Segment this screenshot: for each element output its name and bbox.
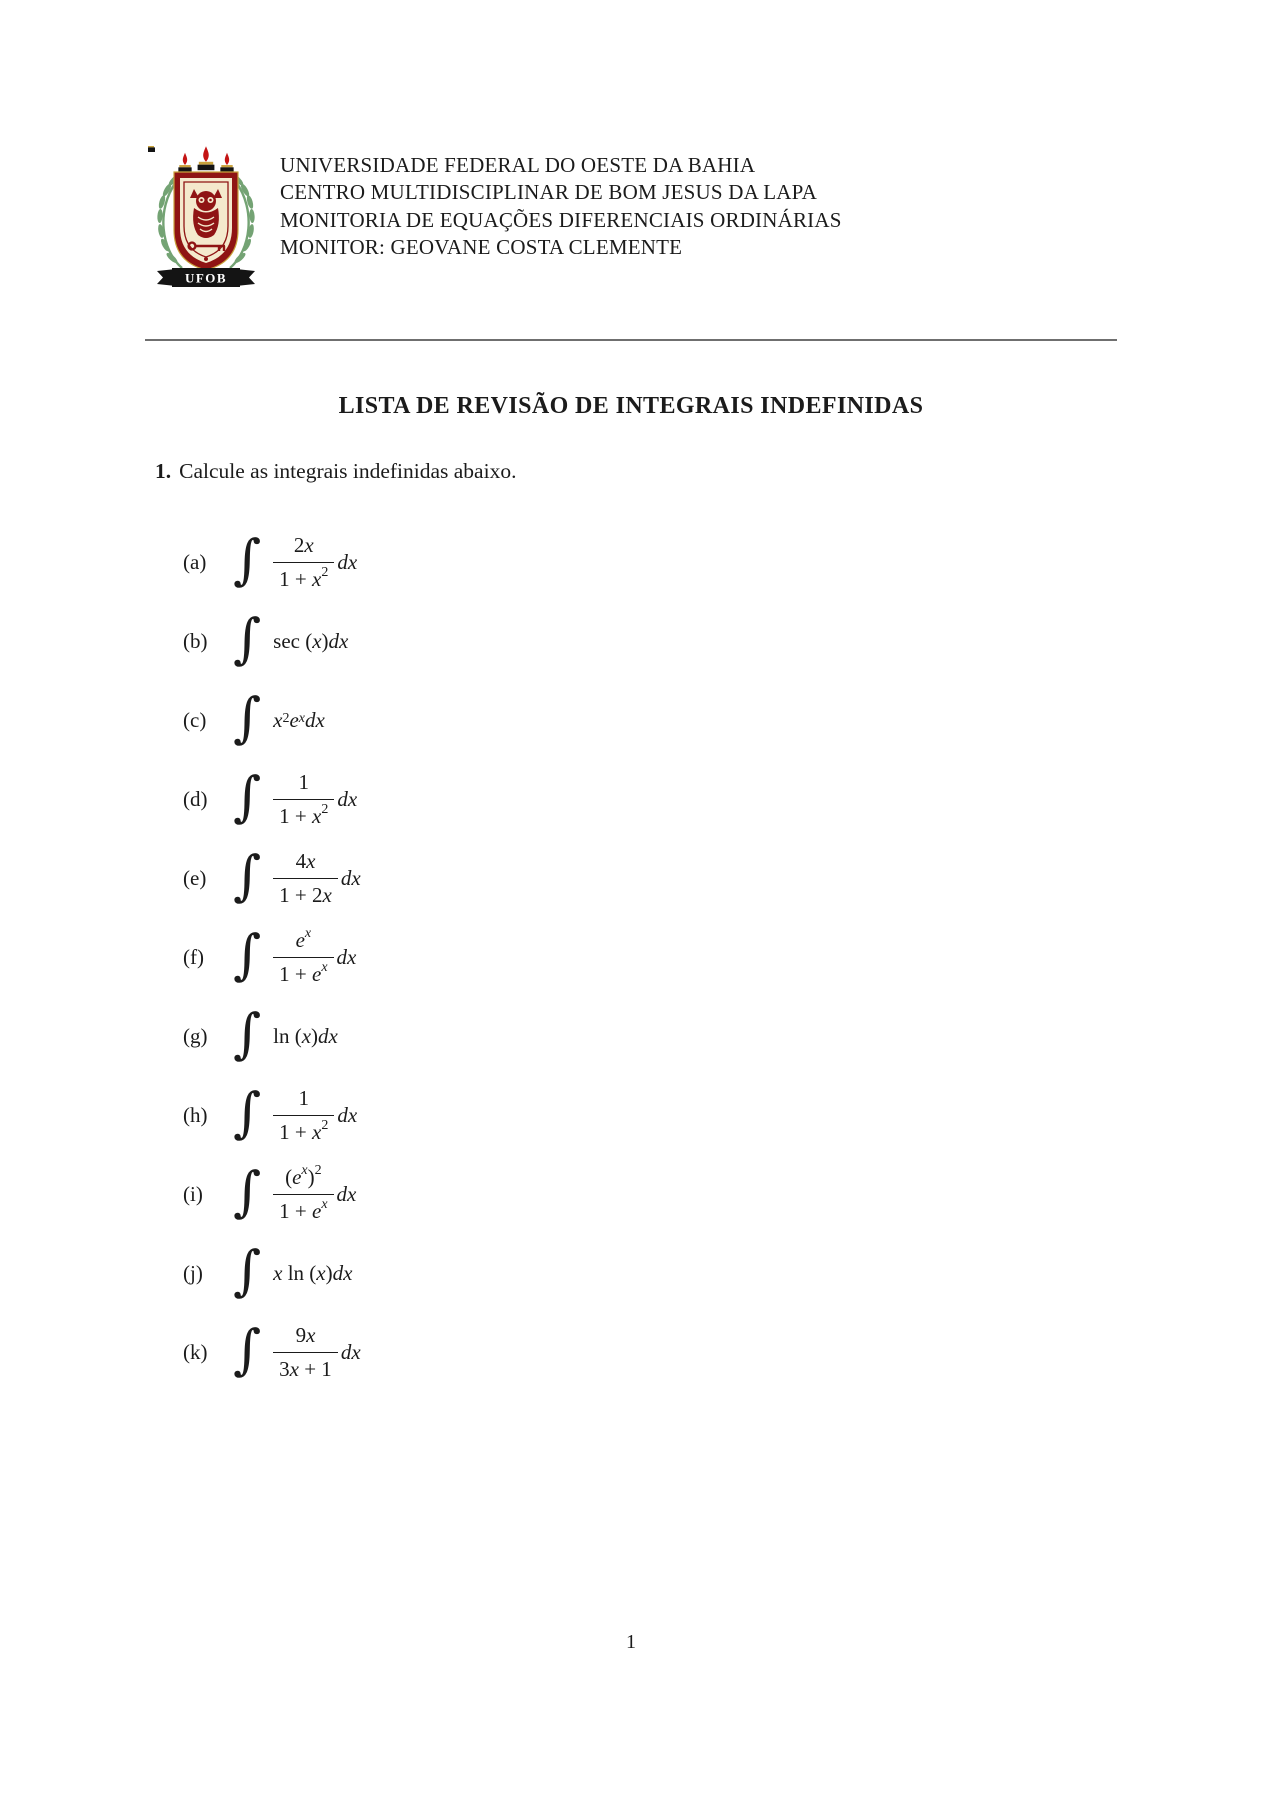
logo-acronym: UFOB <box>184 270 228 286</box>
math-token: 3 <box>279 1357 290 1381</box>
math-token: 1 + 2 <box>279 883 323 907</box>
math-token: 4 <box>295 849 307 873</box>
integrand <box>273 1323 361 1382</box>
math-token: + 1 <box>298 1357 332 1381</box>
page-number: 1 <box>626 1631 636 1653</box>
list-item <box>183 760 361 839</box>
item-label: (a) <box>183 550 207 574</box>
math-token: e <box>311 1199 322 1223</box>
fraction <box>273 770 334 829</box>
math-token: dx <box>340 1340 361 1364</box>
math-token: x <box>321 960 328 975</box>
integrand <box>273 1261 352 1286</box>
math-token: x <box>301 1024 312 1048</box>
item-label: (f) <box>183 945 204 969</box>
ufob-banner <box>157 268 255 287</box>
math-token: ) <box>307 1165 315 1189</box>
fraction <box>273 1165 333 1224</box>
fraction <box>273 1323 338 1382</box>
math-token: 1 <box>298 770 309 794</box>
math-token: e <box>292 1165 302 1189</box>
math-token: dx <box>340 866 361 890</box>
integral-list <box>183 523 361 1392</box>
integrand: x $^2$ e $^x$ dx <box>273 708 325 732</box>
math-token: dx <box>336 1182 357 1206</box>
fraction <box>273 928 333 987</box>
integrand <box>273 533 357 592</box>
math-token: x <box>306 849 316 873</box>
math-token: 1 + <box>279 567 312 591</box>
list-item <box>183 681 361 760</box>
math-token: x <box>289 1357 299 1381</box>
math-token: 2 <box>314 1163 322 1178</box>
math-token: x <box>301 1163 308 1178</box>
question-number: 1. <box>155 459 172 483</box>
math-token: dx <box>332 1261 353 1285</box>
item-label: (b) <box>183 629 208 653</box>
horizontal-rule <box>145 339 1117 341</box>
integral-sign: ∫ <box>233 1317 262 1381</box>
list-item <box>183 918 361 997</box>
integral-sign: ∫ <box>233 1159 262 1223</box>
item-label: (i) <box>183 1182 203 1206</box>
institution-line-university: UNIVERSIDADE FEDERAL DO OESTE DA BAHIA <box>280 153 756 177</box>
integrand <box>273 1165 356 1224</box>
integrand <box>273 629 348 654</box>
math-token: x <box>311 1120 322 1144</box>
math-token: x <box>312 629 322 653</box>
math-token: 2 <box>293 533 305 557</box>
page-title: LISTA DE REVISÃO DE INTEGRAIS INDEFINIDAS <box>338 393 924 419</box>
math-token: dx <box>337 550 358 574</box>
list-item <box>183 1313 361 1392</box>
integral-sign: ∫ <box>233 1001 262 1065</box>
integrand <box>273 1024 338 1049</box>
item-label: (k) <box>183 1340 208 1364</box>
math-token: 2 <box>321 1118 329 1133</box>
institution-block <box>280 152 842 262</box>
math-token: x <box>304 926 312 941</box>
list-item <box>183 1076 361 1155</box>
integrand <box>273 770 357 829</box>
question-text: Calcule as integrais indefinidas abaixo. <box>179 459 517 483</box>
math-token: 1 <box>298 1086 309 1110</box>
math-token: ( <box>285 1165 293 1189</box>
math-token: e <box>289 708 299 732</box>
math-token: x <box>273 708 283 732</box>
math-token: x <box>322 883 332 907</box>
math-token: x <box>311 804 322 828</box>
shield-ornament <box>204 257 208 261</box>
list-item <box>183 997 361 1076</box>
integrand <box>273 928 356 987</box>
math-token: x <box>311 567 322 591</box>
math-token: 1 + <box>279 804 312 828</box>
integral-sign: ∫ <box>233 922 262 986</box>
list-item <box>183 1234 361 1313</box>
math-token: 1 + <box>279 1120 312 1144</box>
institution-line-monitor: MONITOR: GEOVANE COSTA CLEMENTE <box>280 235 683 260</box>
math-token: dx <box>336 945 357 969</box>
integral-sign: ∫ <box>233 685 262 749</box>
math-token: dx <box>305 708 325 732</box>
list-item <box>183 523 361 602</box>
institution-line-monitoria: MONITORIA DE EQUAÇÕES DIFERENCIAIS ORDINÁRIAS <box>280 207 842 232</box>
integral-sign: ∫ <box>233 606 262 670</box>
institution-line-center: CENTRO MULTIDISCIPLINAR DE BOM JESUS DA LAPA <box>280 180 817 205</box>
math-token: e <box>295 928 305 952</box>
math-token: e <box>311 962 322 986</box>
math-token: x <box>304 533 314 557</box>
math-token: ) <box>321 629 329 653</box>
list-item <box>183 602 361 681</box>
math-token: dx <box>318 1024 338 1048</box>
math-token: 1 + <box>279 962 312 986</box>
math-token: 2 <box>321 565 329 580</box>
item-label: (e) <box>183 866 207 890</box>
item-label: (g) <box>183 1024 208 1048</box>
integrand <box>273 1086 357 1145</box>
math-token: dx <box>337 1103 358 1127</box>
math-token: x <box>273 1261 283 1285</box>
fraction <box>273 533 334 592</box>
math-token: x <box>316 1261 326 1285</box>
math-token: 1 + <box>279 1199 312 1223</box>
math-token: dx <box>337 787 358 811</box>
item-label: (d) <box>183 787 208 811</box>
math-token: dx <box>328 629 349 653</box>
fraction <box>273 849 338 908</box>
integral-sign: ∫ <box>233 764 262 828</box>
item-label: (c) <box>183 708 207 732</box>
math-token: sec ( <box>273 629 313 653</box>
math-token: ) <box>311 1024 319 1048</box>
math-token: 9 <box>295 1323 307 1347</box>
integral-sign: ∫ <box>233 527 262 591</box>
math-token: ln ( <box>273 1024 302 1048</box>
integral-sign: ∫ <box>233 1080 262 1144</box>
math-token: 2 <box>321 802 329 817</box>
fraction <box>273 1086 334 1145</box>
item-label: (j) <box>183 1261 203 1285</box>
integral-sign: ∫ <box>233 1238 262 1302</box>
math-token: x <box>306 1323 316 1347</box>
list-item <box>183 1155 361 1234</box>
ufob-logo <box>148 146 264 288</box>
math-token: ) <box>325 1261 333 1285</box>
list-item <box>183 839 361 918</box>
item-label: (h) <box>183 1103 208 1127</box>
math-token: x <box>321 1197 328 1212</box>
question-statement <box>155 459 516 484</box>
torch-icon <box>148 146 155 152</box>
integrand <box>273 849 361 908</box>
integral-sign: ∫ <box>233 843 262 907</box>
math-token: ln ( <box>282 1261 317 1285</box>
